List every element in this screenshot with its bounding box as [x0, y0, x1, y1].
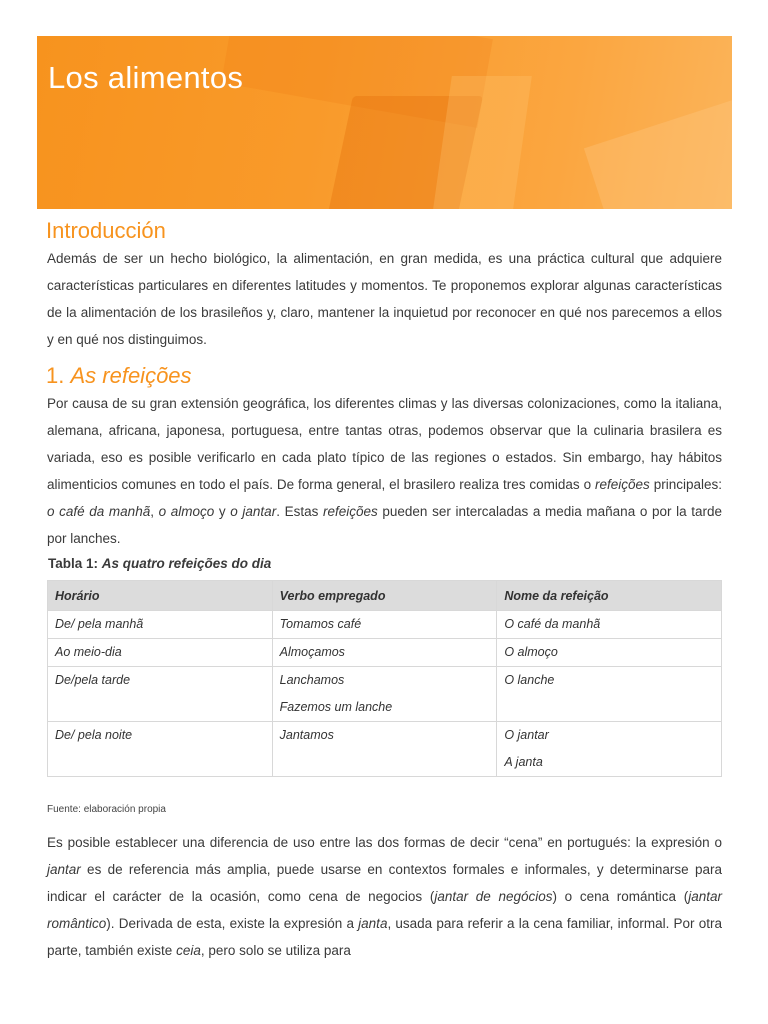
emphasis-text: o jantar — [230, 504, 277, 519]
text-run: , — [150, 504, 159, 519]
text-run: Por causa de su gran extensión geográfica, los diferentes climas y las diversas colonizaciones, como la italiana, alemana, africana, japonesa, portuguesa, entre tantas otras, podemos observar que la culinaria brasilera es variada, eso es posible verificarlo en cada plato típico de las regiones o estados. Sin embargo, hay hábitos alimenticios comunes en todo el país. De forma general, el brasilero realiza tres comidas o — [47, 396, 722, 492]
meals-table — [47, 580, 722, 777]
body-paragraph — [47, 829, 722, 964]
emphasis-text: o café da manhã — [47, 504, 151, 519]
cell-line: Lanchamos — [279, 673, 345, 687]
table-cell: O lanche — [497, 667, 722, 722]
section-title: As refeições — [70, 363, 192, 388]
emphasis-text: jantar de negócios — [434, 889, 553, 904]
table-row — [48, 639, 722, 667]
text-run: , pero solo se utiliza para — [200, 943, 351, 958]
column-header: Verbo empregado — [272, 581, 497, 611]
emphasis-text: ceia — [176, 943, 201, 958]
column-header: Horário — [48, 581, 273, 611]
table-cell: O café da manhã — [497, 611, 722, 639]
text-run: , usada para referir a la cena familiar, informal. Por otra parte, también existe — [47, 916, 722, 958]
column-header: Nome da refeição — [497, 581, 722, 611]
emphasis-text: refeições — [322, 504, 378, 519]
text-run: ) o cena romántica ( — [552, 889, 689, 904]
table-cell: De/pela tarde — [48, 667, 273, 722]
table-cell — [497, 722, 722, 777]
caption-label: Tabla 1: — [48, 556, 102, 571]
text-run: es de referencia más amplia, puede usarse en contextos formales e informales, y determinarse para indicar el carácter de la ocasión, como cena de negocios ( — [47, 862, 722, 904]
table-cell: Almoçamos — [272, 639, 497, 667]
text-run: pueden ser intercaladas a media mañana o por la tarde por lanches. — [47, 504, 723, 546]
text-run: ). Derivada de esta, existe la expresión a — [106, 916, 359, 931]
emphasis-text: jantar romântico — [47, 889, 722, 931]
table-cell: Jantamos — [272, 722, 497, 777]
intro-paragraph: Además de ser un hecho biológico, la alimentación, en gran medida, es una práctica cultural que adquiere características particulares en diferentes latitudes y momentos. Te proponemos explorar algunas características de la alimentación de los brasileños y, claro, mantener la inquietud por reconocer en qué nos parecemos a ellos y en qué nos distinguimos. — [47, 251, 722, 347]
section-number: 1. — [46, 363, 65, 388]
cell-line: O jantar — [504, 728, 549, 742]
text-run: Es posible establecer una diferencia de uso entre las dos formas de decir “cena” en portugués: la expresión o — [47, 835, 722, 850]
table-row — [48, 722, 722, 777]
table-row — [48, 611, 722, 639]
table-caption — [48, 556, 271, 571]
title-banner — [37, 36, 732, 209]
emphasis-text: o almoço — [158, 504, 215, 519]
table-header-row — [48, 581, 722, 611]
emphasis-text: refeições — [595, 477, 650, 492]
table-cell: Tomamos café — [272, 611, 497, 639]
emphasis-text: janta — [358, 916, 388, 931]
caption-title: As quatro refeições do dia — [101, 556, 272, 571]
section-heading — [46, 363, 192, 389]
text-run: y — [214, 504, 231, 519]
table-cell: De/ pela noite — [48, 722, 273, 777]
table-cell — [272, 667, 497, 722]
table-row — [48, 667, 722, 722]
text-run: . Estas — [276, 504, 323, 519]
table-cell: De/ pela manhã — [48, 611, 273, 639]
cell-line: A janta — [504, 755, 543, 769]
table-source-note: Fuente: elaboración propia — [47, 804, 166, 815]
intro-heading: Introducción — [46, 218, 166, 243]
text-run: principales: — [649, 477, 722, 492]
page-title: Los alimentos — [48, 60, 244, 95]
cell-line: Fazemos um lanche — [279, 700, 393, 714]
table-cell: O almoço — [497, 639, 722, 667]
banner-decoration — [584, 99, 732, 209]
section-paragraph — [47, 390, 722, 552]
emphasis-text: jantar — [47, 862, 81, 877]
table-cell: Ao meio-dia — [48, 639, 273, 667]
